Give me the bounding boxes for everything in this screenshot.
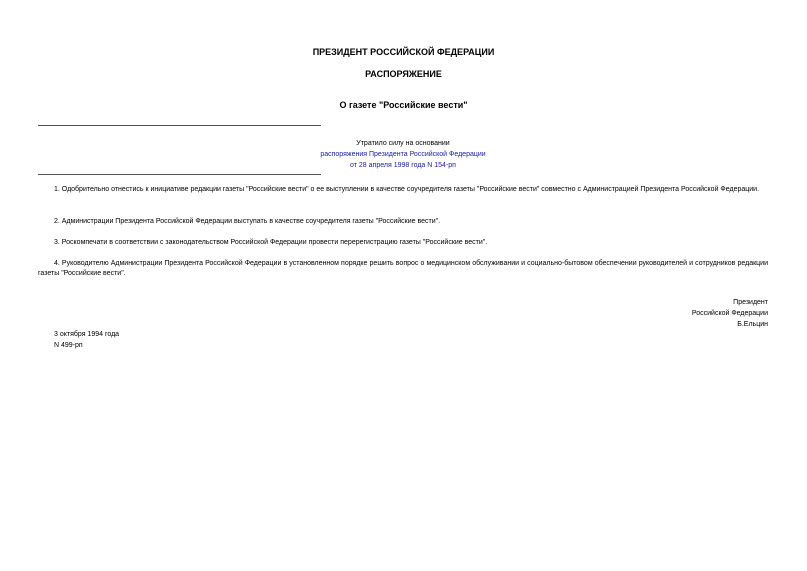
document-number: N 499-рп	[54, 342, 83, 349]
issuing-authority: ПРЕЗИДЕНТ РОССИЙСКОЙ ФЕДЕРАЦИИ	[312, 47, 495, 57]
repeal-order-link-line1[interactable]: распоряжения Президента Российской Федерации	[320, 151, 486, 158]
signature-name: Б.Ельцин	[737, 321, 768, 328]
repeal-order-link-line2[interactable]: от 28 апреля 1998 года N 154-рп	[350, 162, 456, 169]
signature-title: Президент	[733, 299, 768, 306]
status-note	[300, 138, 506, 171]
divider-bottom	[38, 174, 321, 175]
document-date: 3 октября 1994 года	[54, 331, 120, 338]
repeal-order-link[interactable]	[300, 149, 506, 171]
paragraph-4: 4. Руководителю Администрации Президента Российской Федерации в установленном порядке решить вопрос о медицинском обслуживании и социально-бытовом обеспечении руководителей и сотрудников редакции газеты "Российские вести".	[38, 260, 768, 277]
status-note-text: Утратило силу на основании	[356, 140, 450, 147]
paragraph-2: 2. Администрации Президента Российской Федерации выступать в качестве соучредителя газеты "Российские вести".	[54, 218, 441, 225]
divider-top	[38, 125, 321, 126]
paragraph-3: 3. Роскомпечати в соответствии с законодательством Российской Федерации провести перерегистрацию газеты "Российские вести".	[54, 239, 488, 246]
date-block	[54, 329, 254, 351]
document-type: РАСПОРЯЖЕНИЕ	[365, 69, 442, 79]
document-title: О газете "Российские вести"	[339, 100, 468, 110]
signature-country: Российской Федерации	[691, 310, 768, 317]
signature-block	[568, 297, 768, 330]
paragraph-1: 1. Одобрительно отнестись к инициативе редакции газеты "Российские вести" о ее выступлении в качестве соучредителя газеты "Российские вести" совместно с Администрацией Президента Российской Федерации.	[54, 186, 760, 193]
